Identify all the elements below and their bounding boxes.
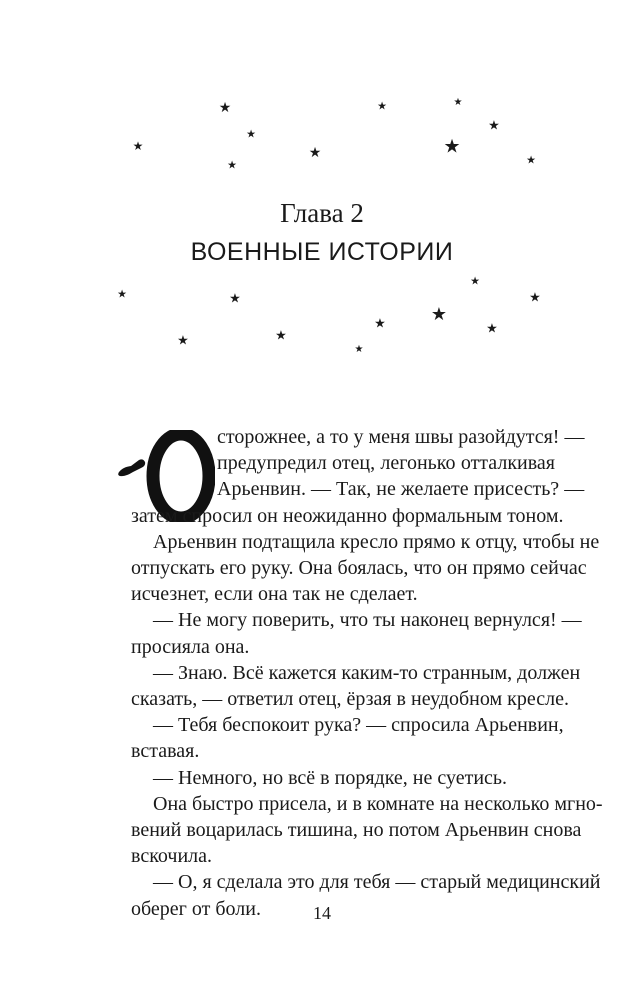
star-icon: ★ <box>377 100 387 113</box>
text-line: просияла она. <box>131 635 250 658</box>
paragraph <box>131 529 600 608</box>
paragraph <box>131 424 585 529</box>
text-line: — Знаю. Всё кажется каким-то странным, должен <box>153 661 581 684</box>
star-icon: ★ <box>132 139 144 153</box>
paragraph <box>131 791 603 870</box>
star-icon: ★ <box>470 275 480 288</box>
page-number: 14 <box>313 903 331 923</box>
star-icon: ★ <box>246 128 256 141</box>
paragraph <box>131 712 564 764</box>
text-line: сказать, — ответил отец, ёрзая в неудобном кресле. <box>131 688 569 711</box>
star-icon: ★ <box>443 136 461 158</box>
star-icon: ★ <box>117 288 127 301</box>
chapter-number: Глава 2 <box>280 198 364 228</box>
text-line: — Немного, но всё в порядке, не суетись. <box>153 766 508 789</box>
star-icon: ★ <box>453 97 463 108</box>
text-line: вставая. <box>131 740 200 763</box>
text-line: вскочила. <box>131 845 213 868</box>
text-line: Она быстро присела, и в комнате на несколько мгно- <box>153 792 603 815</box>
text-line: — Не могу поверить, что ты наконец вернулся! — <box>153 609 582 632</box>
star-icon: ★ <box>275 327 287 343</box>
text-line: — Тебя беспокоит рука? — спросила Арьенвин, <box>153 714 564 737</box>
star-icon: ★ <box>488 117 500 133</box>
text-line: сторожнее, а то у меня швы разойдутся! — <box>217 426 585 448</box>
text-line: затем спросил он неожиданно формальным тоном. <box>131 504 564 527</box>
text-line: отпускать его руку. Она боялась, что он прямо сейчас <box>131 557 587 580</box>
star-icon: ★ <box>430 304 448 324</box>
text-line: исчезнет, если она так не сделает. <box>131 583 418 606</box>
paragraph <box>131 660 581 712</box>
paragraph <box>131 607 582 659</box>
paragraph <box>131 765 555 791</box>
star-icon: ★ <box>227 159 237 172</box>
star-icon: ★ <box>374 315 386 331</box>
star-icon: ★ <box>354 344 364 355</box>
text-line: оберег от боли. <box>131 897 261 920</box>
star-icon: ★ <box>529 289 541 305</box>
star-icon: ★ <box>308 146 322 161</box>
star-icon: ★ <box>177 332 189 348</box>
text-line: Арьенвин подтащила кресло прямо к отцу, чтобы не <box>153 530 600 553</box>
star-icon: ★ <box>526 154 536 167</box>
text-line: предупредил отец, легонько отталкивая <box>217 452 555 475</box>
text-line: — О, я сделала это для тебя — старый медицинский <box>153 871 601 894</box>
star-icon: ★ <box>218 101 232 116</box>
star-icon: ★ <box>486 320 498 336</box>
star-icon: ★ <box>229 290 241 306</box>
text-line: Арьенвин. — Так, не желаете присесть? — <box>217 478 585 501</box>
text-line: вений воцарилась тишина, но потом Арьенвин снова <box>131 819 582 842</box>
body-text <box>131 424 603 922</box>
chapter-title: ВОЕННЫЕ ИСТОРИИ <box>190 238 454 266</box>
